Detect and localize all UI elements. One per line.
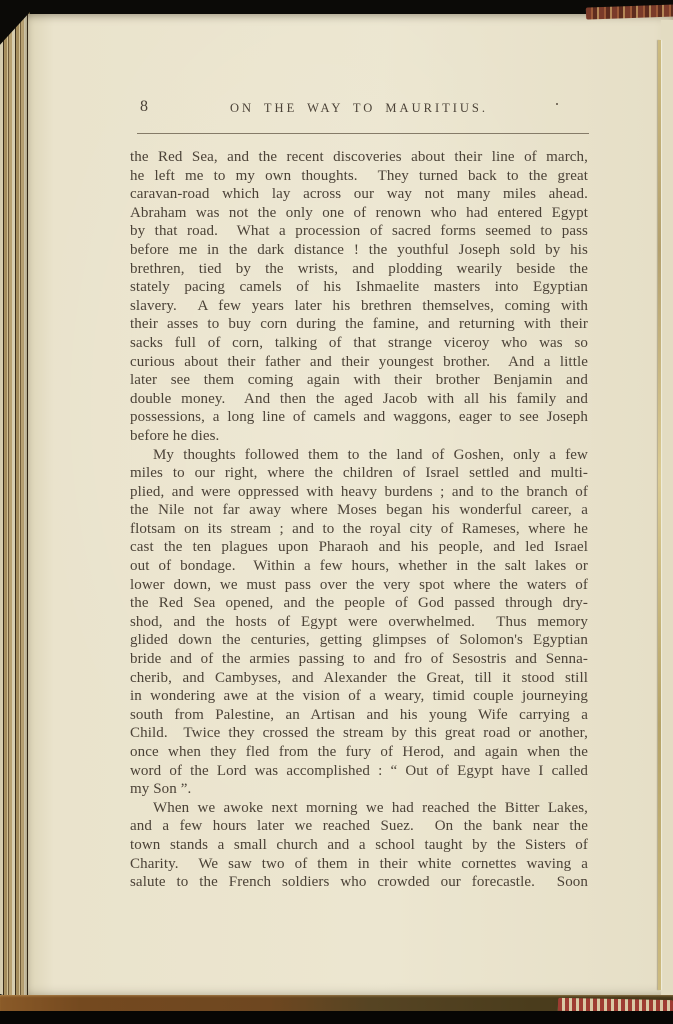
print-area xyxy=(130,84,588,891)
text-line: cherib, and Cambyses, and Alexander the Great, till it stood still xyxy=(130,669,588,686)
text-line: once when they fled from the fury of Herod, and again when the xyxy=(130,744,588,760)
book-page xyxy=(28,14,673,998)
text-line: the Red Sea opened, and the people of God passed through dry- xyxy=(130,595,588,612)
text-line: sacks full of corn, talking of that strange viceroy who was so xyxy=(130,334,588,351)
text-line: flotsam on its stream ; and to the royal city of Rameses, where he xyxy=(130,520,588,537)
text-line: possessions, a long line of camels and waggons, eager to see Joseph xyxy=(130,409,588,426)
text-line: cast the ten plagues upon Pharaoh and his people, and led Israel xyxy=(130,539,588,556)
paper-speck xyxy=(556,103,558,105)
text-line: south from Palestine, an Artisan and his young Wife carrying a xyxy=(130,706,588,723)
text-line: plied, and were oppressed with heavy burdens ; and to the branch of xyxy=(130,483,588,500)
text-line: When we awoke next morning we had reached the Bitter Lakes, xyxy=(153,799,588,816)
text-line: their asses to buy corn during the famine, and returning with their xyxy=(130,316,588,333)
text-line: brethren, tied by the wrists, and plodding wearily beside the xyxy=(130,260,588,277)
text-line: Charity. We saw two of them in their white cornettes waving a xyxy=(130,855,588,872)
text-line: lower down, we must pass over the very spot where the waters of xyxy=(130,576,588,593)
paragraph xyxy=(130,799,588,892)
text-line: curious about their father and their youngest brother. And a little xyxy=(130,353,588,370)
text-line: town stands a small church and a school taught by the Sisters of xyxy=(130,836,588,853)
text-line: he left me to my own thoughts. They turned back to the great xyxy=(130,167,588,184)
left-page-stack-edges xyxy=(0,10,30,1004)
text-line: slavery. A few years later his brethren themselves, coming with xyxy=(130,297,588,314)
text-line: the Red Sea, and the recent discoveries about their line of march, xyxy=(130,149,588,165)
text-line: bride and of the armies passing to and fro of Sesostris and Senna- xyxy=(130,651,588,668)
text-line: out of bondage. Within a few hours, whether in the salt lakes or xyxy=(130,558,588,575)
text-line: by that road. What a procession of sacred forms seemed to pass xyxy=(130,223,588,240)
text-line: Child. Twice they crossed the stream by this great road or another, xyxy=(130,725,588,742)
text-line: word of the Lord was accomplished : “ Out of Egypt have I called xyxy=(130,762,588,779)
text-line: later see them coming again with their brother Benjamin and xyxy=(130,372,588,389)
text-line: in wondering awe at the vision of a weary, timid couple journeying xyxy=(130,688,588,705)
text-line: miles to our right, where the children of Israel settled and multi- xyxy=(130,465,588,482)
text-line: glided down the centuries, getting glimpses of Solomon's Egyptian xyxy=(130,632,588,649)
text-line: caravan-road which lay across our way not many miles ahead. xyxy=(130,186,588,203)
paragraph xyxy=(130,446,588,799)
text-line: my Son ”. xyxy=(130,781,192,798)
text-block xyxy=(130,148,588,892)
page-number: 8 xyxy=(140,98,148,115)
right-page-sliver xyxy=(661,20,673,998)
text-line: double money. And then the aged Jacob with all his family and xyxy=(130,390,588,407)
text-line: and a few hours later we reached Suez. On the bank near the xyxy=(130,818,588,835)
bottom-background xyxy=(0,1011,673,1024)
text-line: before he dies. xyxy=(130,427,220,444)
text-line: shod, and the hosts of Egypt were overwhelmed. Thus memory xyxy=(130,613,588,630)
text-line: before me in the dark distance ! the youthful Joseph sold by his xyxy=(130,241,588,258)
text-line: the Nile not far away where Moses began his wonderful career, a xyxy=(130,502,588,519)
running-head-title: ON THE WAY TO MAURITIUS. xyxy=(229,101,489,115)
running-header xyxy=(130,84,588,134)
paragraph xyxy=(130,148,588,446)
text-line: My thoughts followed them to the land of Goshen, only a few xyxy=(153,446,588,463)
text-line: Abraham was not the only one of renown who had entered Egypt xyxy=(130,204,588,221)
right-page-crease xyxy=(658,40,661,990)
text-line: stately pacing camels of his Ishmaelite masters into Egyptian xyxy=(130,279,588,296)
text-line: salute to the French soldiers who crowded our forecastle. Soon xyxy=(130,874,588,891)
header-rule xyxy=(137,133,589,134)
